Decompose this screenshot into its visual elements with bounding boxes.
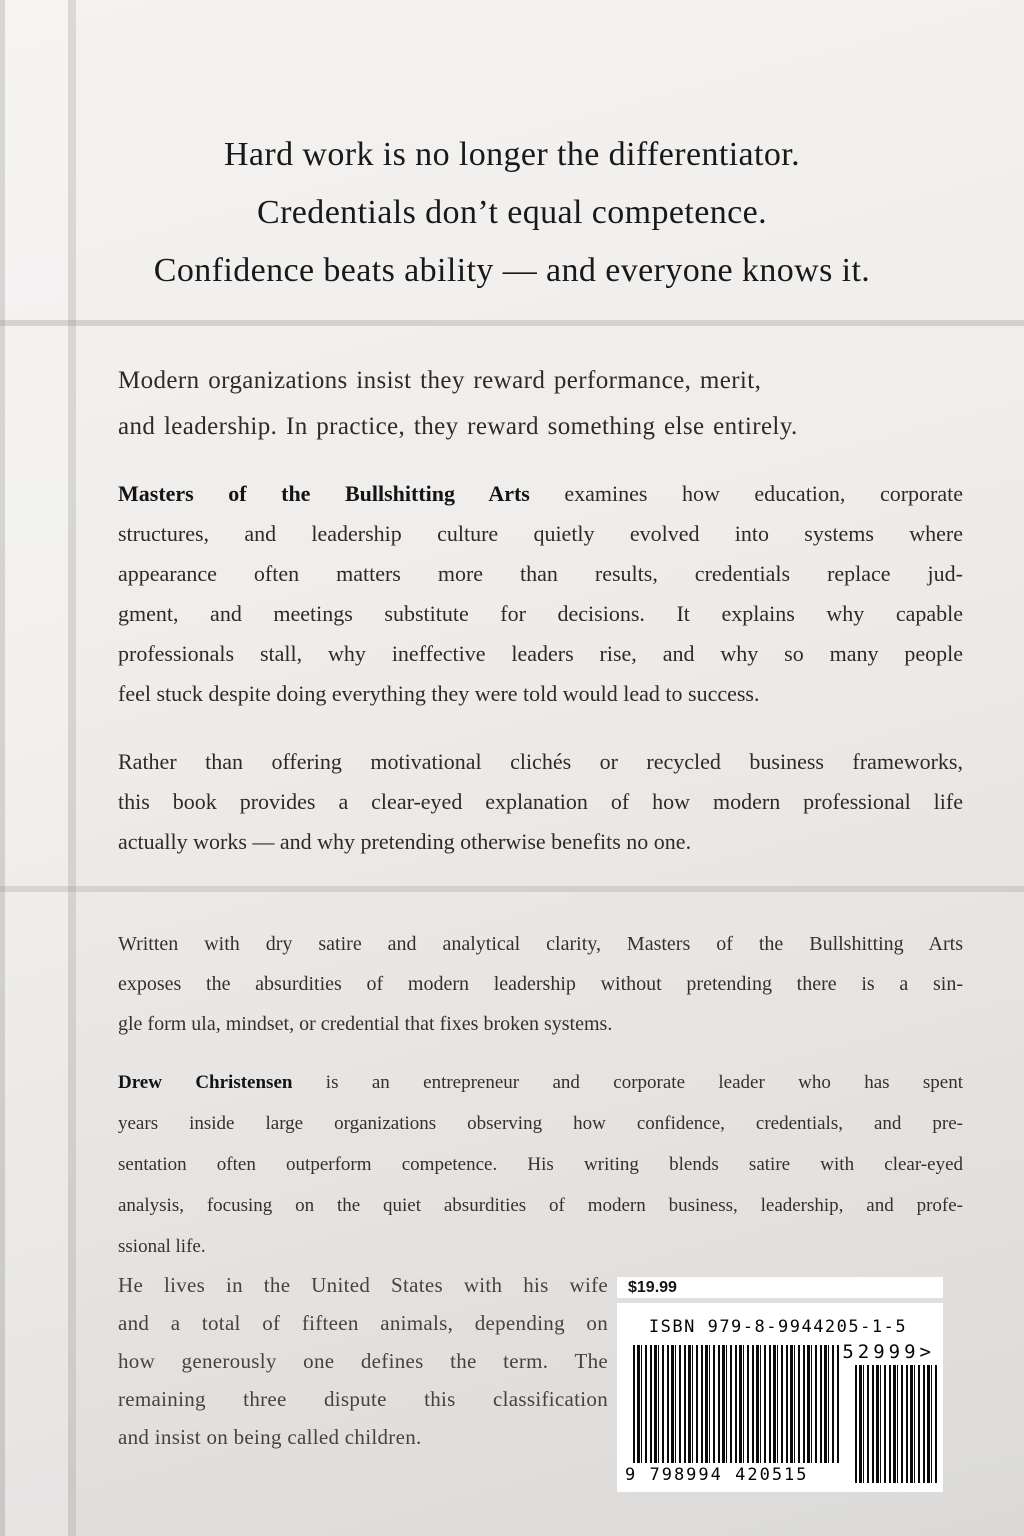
text-line: analysis, focusing on the quiet absurdities of modern business, leadership, and profe- — [118, 1195, 963, 1216]
text-line: ssional life. — [118, 1236, 206, 1257]
text-line: this book provides a clear-eyed explanation of how modern professional life — [118, 789, 963, 814]
tagline-line-3: Confidence beats ability — and everyone knows it. — [153, 252, 871, 289]
supplement-barcode — [855, 1365, 939, 1483]
text-line: Rather than offering motivational clichés or recycled business frameworks, — [118, 749, 963, 774]
text-line: He lives in the United States with his wife — [118, 1273, 608, 1297]
text-line: how generously one defines the term. The — [118, 1349, 608, 1373]
tagline-line-2: Credentials don’t equal competence. — [257, 194, 767, 231]
text-line: professionals stall, why ineffective leaders rise, and why so many people — [118, 641, 963, 666]
barcode-panel — [617, 1303, 943, 1492]
text-line: actually works — and why pretending otherwise benefits no one. — [118, 829, 692, 854]
text-line: and a total of fifteen animals, depending on — [118, 1311, 608, 1335]
tagline-line-1: Hard work is no longer the differentiator. — [223, 136, 801, 173]
text-line: appearance often matters more than results, credentials replace jud- — [118, 561, 963, 586]
text-line: gment, and meetings substitute for decisions. It explains why capable — [118, 601, 963, 626]
text-line: exposes the absurdities of modern leadership without pretending there is a sin- — [118, 973, 963, 995]
text-line-rest: examines how education, corporate — [529, 481, 963, 506]
text-line: and insist on being called children. — [118, 1425, 422, 1449]
text-line: Modern organizations insist they reward performance, merit, — [118, 367, 762, 394]
ean13-barcode — [633, 1345, 839, 1467]
text-line-rest: is an entrepreneur and corporate leader who has spent — [292, 1072, 963, 1093]
text-line: years inside large organizations observing how confidence, credentials, and pre- — [118, 1113, 963, 1134]
text-line: Written with dry satire and analytical clarity, Masters of the Bullshitting Arts — [118, 933, 963, 955]
supplement-code: 52999> — [842, 1341, 935, 1363]
text-line: feel stuck despite doing everything they were told would lead to success. — [118, 681, 760, 706]
text-line — [118, 474, 963, 514]
isbn-number: ISBN 979-8-9944205-1-5 — [648, 1317, 908, 1337]
author-name-bold: Drew Christensen — [118, 1072, 293, 1093]
price-label: $19.99 — [628, 1278, 677, 1296]
tagline-block — [57, 126, 967, 300]
approach-paragraph — [118, 742, 963, 862]
style-paragraph — [118, 924, 963, 1044]
text-line: and leadership. In practice, they reward something else entirely. — [118, 413, 798, 440]
author-bio-paragraph — [118, 1062, 963, 1267]
price-strip — [617, 1277, 943, 1298]
synopsis-paragraph — [118, 474, 963, 714]
horizontal-tile-line-middle — [0, 886, 1024, 892]
text-line: sentation often outperform competence. His writing blends satire with clear-eyed — [118, 1154, 963, 1175]
text-line: gle form ula, mindset, or credential that fixes broken systems. — [118, 1013, 613, 1035]
text-line: remaining three dispute this classification — [118, 1387, 608, 1411]
intro-paragraph — [118, 358, 920, 450]
text-line — [118, 1062, 963, 1103]
horizontal-tile-line-top — [0, 320, 1024, 326]
book-title-bold: Masters of the Bullshitting Arts — [118, 481, 530, 506]
personal-note-paragraph — [118, 1266, 608, 1456]
barcode-digits: 9 798994 420515 — [625, 1463, 849, 1487]
text-line: structures, and leadership culture quietly evolved into systems where — [118, 521, 963, 546]
